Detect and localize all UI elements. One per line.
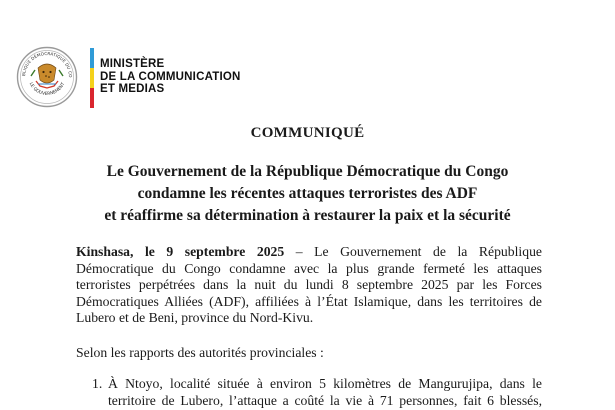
stripe-blue bbox=[90, 48, 94, 68]
seal-text-bottom: LE GOUVERNEMENT bbox=[27, 81, 67, 97]
paragraph-line-text: – Le Gouvernement de la République bbox=[284, 244, 542, 259]
ministry-line: ET MEDIAS bbox=[100, 83, 165, 95]
paragraph-line: terroristes perpétrées dans la nuit du lundi 8 septembre 2025 par les Forces bbox=[76, 277, 542, 292]
dateline: Kinshasa, le 9 septembre 2025 bbox=[76, 244, 285, 259]
seal-text-top: BLIQUE DÉMOCRATIQUE DU CO bbox=[20, 50, 74, 78]
subtitle-line: condamne les récentes attaques terroristes des ADF bbox=[137, 185, 478, 202]
letterhead bbox=[16, 46, 316, 112]
ministry-line: DE LA COMMUNICATION bbox=[100, 70, 241, 83]
list-line: territoire de Lubero, l’attaque a coûté la vie à 71 personnes, fait 6 blessés, bbox=[108, 393, 542, 408]
paragraph-line: Lubero et de Beni, province du Nord-Kivu. bbox=[76, 310, 314, 325]
flag-stripe bbox=[90, 48, 94, 108]
subtitle-line: et réaffirme sa détermination à restaurer la paix et la sécurité bbox=[104, 207, 511, 224]
stripe-red bbox=[90, 88, 94, 108]
document-subtitle bbox=[0, 161, 615, 227]
government-seal bbox=[16, 46, 78, 108]
subtitle-line: Le Gouvernement de la République Démocratique du Congo bbox=[106, 163, 509, 180]
ministry-line: MINISTÈRE bbox=[100, 58, 165, 70]
paragraph-intro bbox=[76, 244, 542, 327]
list-item-text bbox=[108, 375, 542, 409]
paragraph-reports: Selon les rapports des autorités provinciales : bbox=[76, 345, 324, 360]
list-line: À Ntoyo, localité située à environ 5 kilomètres de Mangurujipa, dans le bbox=[108, 376, 542, 391]
stripe-yellow bbox=[90, 68, 94, 88]
paragraph-line: Démocratiques Alliées (ADF), affiliées à l’État Islamique, dans les territoires de bbox=[76, 293, 542, 309]
paragraph-line bbox=[76, 244, 542, 261]
list-number: 1. bbox=[92, 376, 103, 391]
paragraph-line: Démocratique du Congo condamne avec la plus grande fermeté les attaques bbox=[76, 260, 542, 276]
coat-of-arms-icon bbox=[16, 46, 78, 108]
ministry-name bbox=[100, 58, 241, 96]
document-title: COMMUNIQUÉ bbox=[250, 125, 365, 141]
